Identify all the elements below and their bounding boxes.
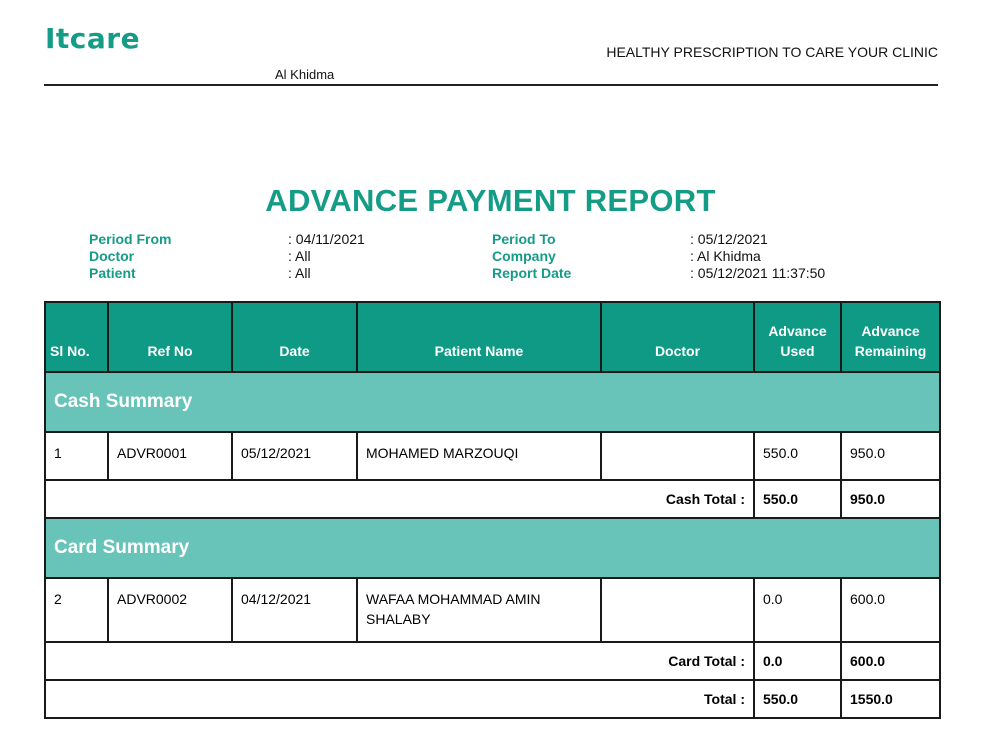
- meta-labels-right: [492, 231, 571, 282]
- cell-patient-name: WAFAA MOHAMMAD AMIN SHALABY: [357, 578, 601, 642]
- col-header-ref-no: Ref No: [108, 302, 232, 372]
- meta-labels-left: [89, 231, 171, 282]
- branch-name: Al Khidma: [275, 67, 335, 82]
- cell-date: 05/12/2021: [232, 432, 357, 480]
- grand-total-used: 550.0: [754, 680, 841, 718]
- grand-total-row: [45, 680, 940, 718]
- cell-advance-used: 550.0: [754, 432, 841, 480]
- col-header-doctor: Doctor: [601, 302, 754, 372]
- cell-doctor: [601, 432, 754, 480]
- col-header-patient-name: Patient Name: [357, 302, 601, 372]
- cash-total-used: 550.0: [754, 480, 841, 518]
- patient-value: : All: [288, 265, 311, 281]
- company-value: : Al Khidma: [690, 248, 761, 264]
- card-total-label: Card Total :: [45, 642, 754, 680]
- card-summary-section: [45, 518, 940, 578]
- cell-sl-no: 2: [45, 578, 108, 642]
- col-header-advance-remaining: Advance Remaining: [841, 302, 940, 372]
- cell-advance-remaining: 950.0: [841, 432, 940, 480]
- cell-advance-remaining: 600.0: [841, 578, 940, 642]
- doctor-label: Doctor: [89, 248, 135, 264]
- cell-date: 04/12/2021: [232, 578, 357, 642]
- cash-total-row: [45, 480, 940, 518]
- cell-ref-no: ADVR0001: [108, 432, 232, 480]
- period-to-value: : 05/12/2021: [690, 231, 768, 247]
- period-from-value: : 04/11/2021: [288, 231, 365, 247]
- col-header-sl-no: Sl No.: [45, 302, 108, 372]
- itcare-logo: Itcare: [45, 22, 141, 55]
- cell-patient-name: MOHAMED MARZOUQI: [357, 432, 601, 480]
- grand-total-label: Total :: [45, 680, 754, 718]
- col-header-advance-used: Advance Used: [754, 302, 841, 372]
- card-total-remaining: 600.0: [841, 642, 940, 680]
- cash-total-label: Cash Total :: [45, 480, 754, 518]
- card-total-row: [45, 642, 940, 680]
- cell-ref-no: ADVR0002: [108, 578, 232, 642]
- cash-summary-section: [45, 372, 940, 432]
- meta-values-left: [288, 231, 365, 282]
- period-to-label: Period To: [492, 231, 556, 247]
- table-row: [45, 578, 940, 642]
- cell-doctor: [601, 578, 754, 642]
- advance-payment-table: [44, 301, 941, 719]
- report-title: ADVANCE PAYMENT REPORT: [265, 183, 716, 218]
- cash-total-remaining: 950.0: [841, 480, 940, 518]
- report-date-label: Report Date: [492, 265, 572, 281]
- card-summary-label: Card Summary: [45, 518, 940, 578]
- cash-summary-label: Cash Summary: [45, 372, 940, 432]
- cell-advance-used: 0.0: [754, 578, 841, 642]
- table-row: [45, 432, 940, 480]
- table-header-row: [45, 302, 940, 372]
- meta-values-right: [690, 231, 825, 282]
- grand-total-remaining: 1550.0: [841, 680, 940, 718]
- report-date-value: : 05/12/2021 11:37:50: [690, 265, 826, 281]
- card-total-used: 0.0: [754, 642, 841, 680]
- patient-label: Patient: [89, 265, 136, 281]
- period-from-label: Period From: [89, 231, 172, 247]
- col-header-date: Date: [232, 302, 357, 372]
- tagline: HEALTHY PRESCRIPTION TO CARE YOUR CLINIC: [606, 44, 938, 60]
- cell-sl-no: 1: [45, 432, 108, 480]
- company-label: Company: [492, 248, 556, 264]
- doctor-value: : All: [288, 248, 311, 264]
- header-divider: [44, 84, 938, 86]
